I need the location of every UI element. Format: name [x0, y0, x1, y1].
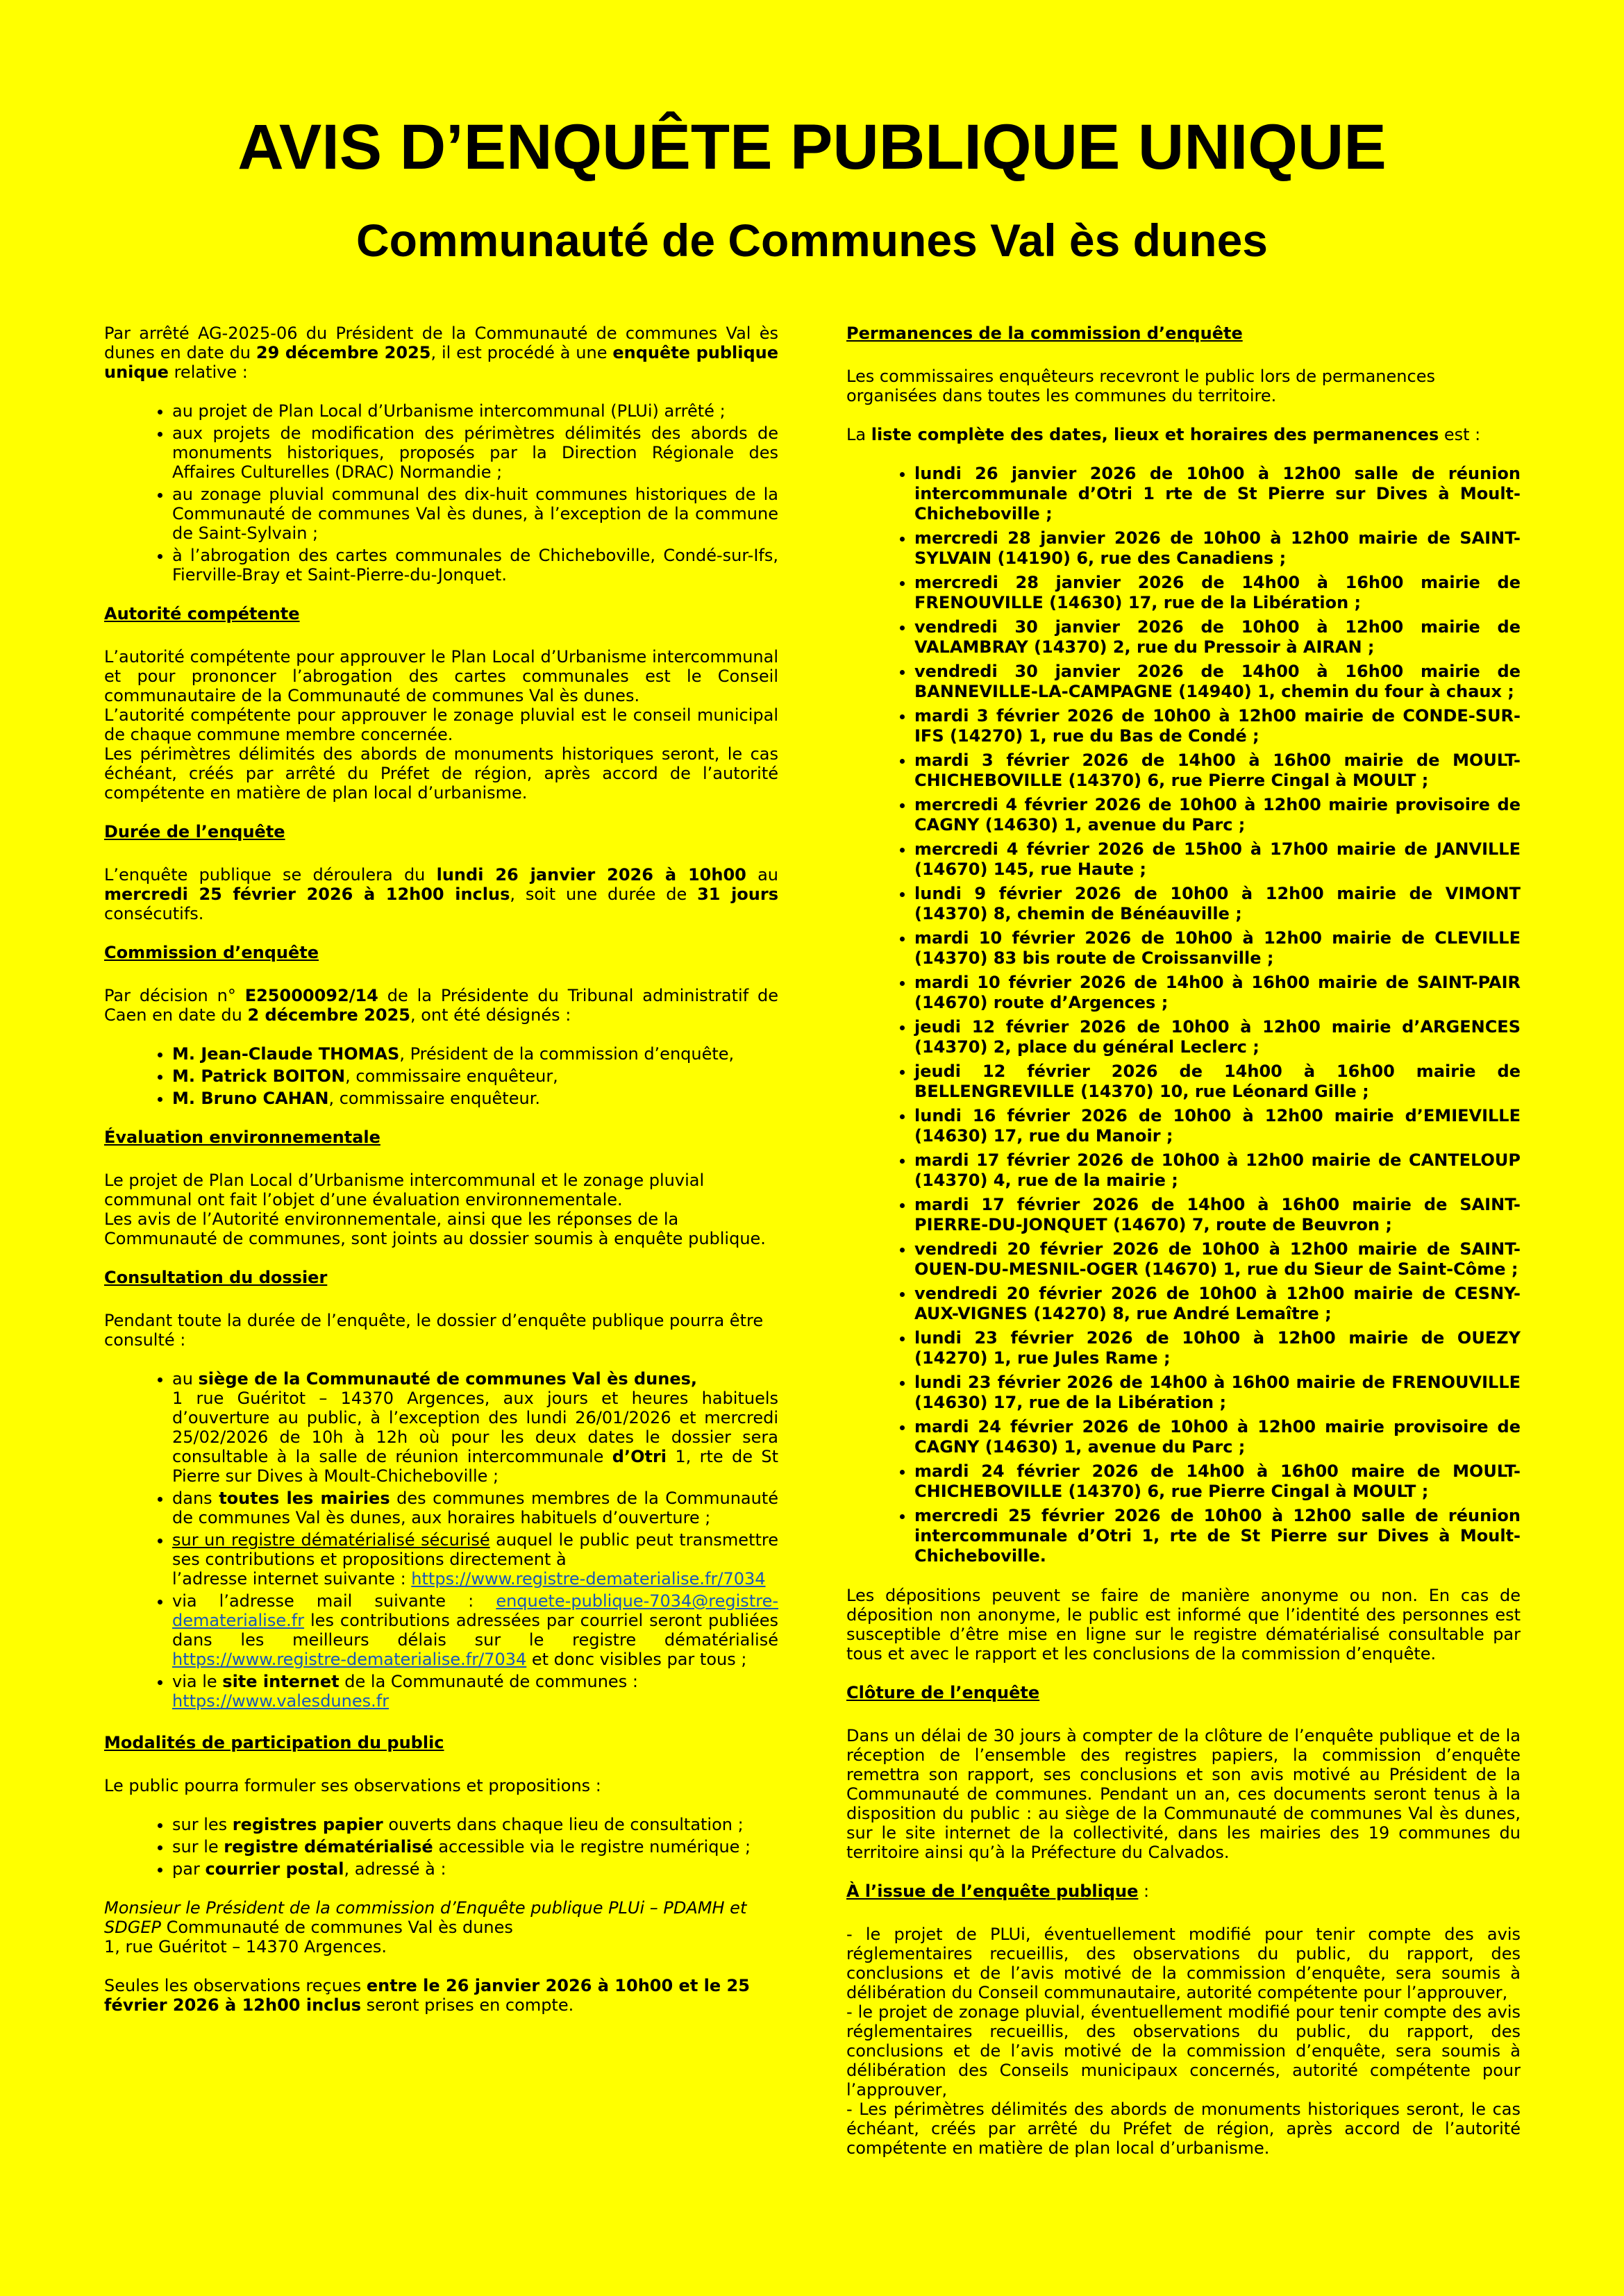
- text-segment: site internet: [222, 1672, 340, 1691]
- left-column: [104, 324, 778, 2034]
- list-item: • vendredi 20 février 2026 de 10h00 à 12h00 mairie de CESNY-AUX-VIGNES (14270) 8, rue André Lemaître ;: [914, 1284, 1521, 1324]
- list-item: [172, 1530, 778, 1589]
- observations-deadline: [104, 1976, 778, 2015]
- text-segment: , adressé à :: [344, 1859, 446, 1879]
- text-segment: , ont été désignés :: [410, 1005, 571, 1025]
- list-item: [172, 1837, 778, 1857]
- text-segment: , soit une durée de: [510, 885, 698, 904]
- autorite-text: L’autorité compétente pour approuver le Plan Local d’Urbanisme intercommunal et pour prononcer l’abrogation des cartes communales est le Conseil communautaire de la Communauté de communes Val ès dunes. L’autorité compétente pour approuver le zonage pluvial est le conseil municipal de chaque commune membre concernée. Les périmètres délimités des abords de monuments historiques seront, le cas échéant, créés par arrêté du Préfet de région, après accord de l’autorité compétente en matière de plan local d’urbanisme.: [104, 647, 778, 803]
- list-item: • mercredi 28 janvier 2026 de 14h00 à 16h00 mairie de FRENOUVILLE (14630) 17, rue de la Libération ;: [914, 573, 1521, 613]
- intro-paragraph: [104, 324, 778, 382]
- cloture-text: Dans un délai de 30 jours à compter de la clôture de l’enquête publique et de la réception de l’ensemble des registres papiers, la commission d’enquête remettra son rapport, ses conclusions et son avis motivé au Président de la Communauté de communes. Pendant un an, ces documents seront tenus à la disposition du public : au siège de la Communauté de communes Val ès dunes, sur le site internet de la collectivité, dans les mairies des 19 communes du territoire ainsi qu’à la Préfecture du Calvados.: [846, 1726, 1521, 1862]
- autorite-heading: Autorité compétente: [104, 604, 300, 623]
- list-item: • lundi 23 février 2026 de 14h00 à 16h00 mairie de FRENOUVILLE (14630) 17, rue de la Libération ;: [914, 1373, 1521, 1413]
- postal-address: [104, 1898, 778, 1956]
- permanences-text: Les commissaires enquêteurs recevront le public lors de permanences organisées dans toutes les communes du territoire.: [846, 367, 1435, 405]
- text-segment: Par arrêté AG-2025-06 du Président de la Communauté de communes Val ès dunes en date du: [104, 324, 778, 362]
- permanences-list: [846, 464, 1521, 1566]
- text-segment: 2 décembre 2025: [247, 1005, 410, 1025]
- duree-heading: Durée de l’enquête: [104, 822, 285, 841]
- list-item: • mercredi 4 février 2026 de 15h00 à 17h00 mairie de JANVILLE (14670) 145, rue Haute ;: [914, 839, 1521, 880]
- list-item: [172, 1369, 778, 1486]
- list-item: • jeudi 12 février 2026 de 14h00 à 16h00 mairie de BELLENGREVILLE (14370) 10, rue Léonard Gille ;: [914, 1062, 1521, 1102]
- intro-list: [104, 401, 778, 585]
- commission-text: [104, 986, 778, 1025]
- text-segment: entre le 26 janvier 2026 à 10h00 et le 25 février 2026 à 12h00 inclus: [104, 1976, 750, 2015]
- list-item: [172, 1489, 778, 1527]
- text-segment: M. Jean-Claude THOMAS: [172, 1044, 400, 1064]
- list-item: [172, 1859, 778, 1879]
- consultation-list: [104, 1369, 778, 1711]
- list-item: • mardi 3 février 2026 de 14h00 à 16h00 mairie de MOULT-CHICHEBOVILLE (14370) 6, rue Pierre Cingal à MOULT ;: [914, 751, 1521, 791]
- text-segment: registre dématérialisé: [224, 1837, 433, 1857]
- list-item: • lundi 23 février 2026 de 10h00 à 12h00 mairie de OUEZY (14270) 1, rue Jules Rame ;: [914, 1328, 1521, 1368]
- evaluation-text: Le projet de Plan Local d’Urbanisme intercommunal et le zonage pluvial communal ont fait l’objet d’une évaluation environnementale. Les avis de l’Autorité environnementale, ainsi que les réponses de la Communauté de communes, sont joints au dossier soumis à enquête publique.: [104, 1171, 766, 1248]
- text-segment: via le: [172, 1672, 223, 1691]
- page-subtitle: Communauté de Communes Val ès dunes: [356, 215, 1268, 266]
- text-segment: M. Patrick BOITON: [172, 1066, 346, 1086]
- duree-text: [104, 865, 778, 923]
- text-segment: 1 rue Guéritot – 14370 Argences, aux jours et heures habituels d’ouverture au public, à l’exception des lundi 26/01/2026 et mercredi 25/02/2026 de 10h à 12h où pour les deux dates le dossier sera consultable à la salle de réunion intercommunale: [172, 1389, 778, 1466]
- commission-heading: Commission d’enquête: [104, 943, 319, 962]
- text-segment: des communes membres de la Communauté de communes Val ès dunes, aux horaires habituels d’ouverture ;: [172, 1489, 779, 1527]
- text-segment: seront prises en compte.: [360, 1995, 574, 2015]
- text-segment: est :: [1439, 425, 1481, 444]
- text-segment: et donc visibles par tous ;: [526, 1650, 747, 1669]
- text-segment: relative :: [168, 362, 248, 382]
- consultation-heading: Consultation du dossier: [104, 1268, 328, 1287]
- text-segment: L’enquête publique se déroulera du: [104, 865, 437, 885]
- list-item: [172, 1672, 778, 1711]
- text-segment: registres papier: [232, 1815, 383, 1834]
- text-segment: , commissaire enquêteur,: [345, 1066, 558, 1086]
- text-segment: de la Présidente du Tribunal administratif de Caen en date du: [104, 986, 778, 1025]
- modalites-list: [104, 1815, 778, 1879]
- list-item: • à l’abrogation des cartes communales de Chicheboville, Condé-sur-Ifs, Fierville-Bray et Saint-Pierre-du-Jonquet.: [172, 546, 778, 585]
- permanences-liste: [846, 425, 1521, 444]
- list-item: [172, 1066, 778, 1086]
- list-item: • mercredi 25 février 2026 de 10h00 à 12h00 salle de réunion intercommunale d’Otri 1, rte de St Pierre sur Dives à Moult-Chicheboville.: [914, 1506, 1521, 1566]
- text-segment: Communauté de communes Val ès dunes 1, rue Guéritot – 14370 Argences.: [104, 1918, 513, 1956]
- list-item: • au zonage pluvial communal des dix-huit communes historiques de la Communauté de communes Val ès dunes, à l’exception de la commune de Saint-Sylvain ;: [172, 485, 778, 543]
- list-item: [172, 1089, 778, 1108]
- text-segment: accessible via le registre numérique ;: [433, 1837, 751, 1857]
- text-segment: via l’adresse mail suivante :: [172, 1591, 496, 1611]
- text-segment: ouverts dans chaque lieu de consultation ;: [383, 1815, 744, 1834]
- issue-heading-suffix: :: [1138, 1882, 1150, 1901]
- text-segment: les contributions adressées par courriel seront publiées dans les meilleurs délais sur le registre dématérialisé: [172, 1611, 778, 1650]
- consultation-text: Pendant toute la durée de l’enquête, le dossier d’enquête publique pourra être consulté :: [104, 1311, 764, 1350]
- text-segment: 1, rte de St Pierre sur Dives à Moult-Chicheboville ;: [172, 1447, 778, 1486]
- modalites-heading: Modalités de participation du public: [104, 1733, 444, 1752]
- text-segment: consécutifs.: [104, 904, 204, 923]
- text-segment: E25000092/14: [244, 986, 378, 1005]
- text-segment: auquel le public peut transmettre ses contributions et propositions directement à l’adresse internet suivante :: [172, 1530, 778, 1589]
- text-segment: Seules les observations reçues: [104, 1976, 367, 1995]
- list-item: • mardi 10 février 2026 de 10h00 à 12h00 mairie de CLEVILLE (14370) 83 bis route de Croissanville ;: [914, 928, 1521, 969]
- text-segment: Par décision n°: [104, 986, 245, 1005]
- text-segment: courrier postal: [205, 1859, 344, 1879]
- link[interactable]: https://www.registre-dematerialise.fr/7034: [172, 1650, 527, 1669]
- depositions-text: Les dépositions peuvent se faire de manière anonyme ou non. En cas de déposition non anonyme, le public est informé que l’identité des personnes est susceptible d’être mise en ligne sur le registre dématérialisé consultable par tous et avec le rapport et les conclusions de la commission d’enquête.: [846, 1586, 1521, 1664]
- text-segment: toutes les mairies: [219, 1489, 390, 1508]
- link[interactable]: https://www.valesdunes.fr: [172, 1691, 390, 1711]
- issue-heading-line: [846, 1882, 1521, 1901]
- list-item: • mardi 24 février 2026 de 14h00 à 16h00 maire de MOULT-CHICHEBOVILLE (14370) 6, rue Pierre Cingal à MOULT ;: [914, 1461, 1521, 1502]
- list-item: • mardi 17 février 2026 de 10h00 à 12h00 mairie de CANTELOUP (14370) 4, rue de la mairie ;: [914, 1150, 1521, 1191]
- text-segment: 29 décembre 2025: [256, 343, 431, 362]
- list-item: [172, 1815, 778, 1834]
- text-segment: enquête publique unique: [104, 343, 779, 382]
- text-segment: sur un registre dématérialisé sécurisé: [172, 1530, 490, 1550]
- text-segment: au: [172, 1369, 199, 1389]
- text-segment: de la Communauté de communes :: [344, 1672, 638, 1691]
- list-item: • mercredi 28 janvier 2026 de 10h00 à 12h00 mairie de SAINT-SYLVAIN (14190) 6, rue des Canadiens ;: [914, 528, 1521, 569]
- text-segment: liste complète des dates, lieux et horaires des permanences: [871, 425, 1439, 444]
- page-title: AVIS D’ENQUÊTE PUBLIQUE UNIQUE: [237, 112, 1387, 183]
- evaluation-heading: Évaluation environnementale: [104, 1128, 380, 1147]
- text-segment: dans: [172, 1489, 219, 1508]
- list-item: • mardi 24 février 2026 de 10h00 à 12h00 mairie provisoire de CAGNY (14630) 1, avenue du Parc ;: [914, 1417, 1521, 1457]
- list-item: • jeudi 12 février 2026 de 10h00 à 12h00 mairie d’ARGENCES (14370) 2, place du général Leclerc ;: [914, 1017, 1521, 1057]
- list-item: • mardi 17 février 2026 de 14h00 à 16h00 mairie de SAINT-PIERRE-DU-JONQUET (14670) 7, route de Beuvron ;: [914, 1195, 1521, 1235]
- text-segment: , Président de la commission d’enquête,: [399, 1044, 735, 1064]
- list-item: • vendredi 30 janvier 2026 de 10h00 à 12h00 mairie de VALAMBRAY (14370) 2, rue du Pressoir à AIRAN ;: [914, 617, 1521, 657]
- text-segment: , il est procédé à une: [430, 343, 613, 362]
- text-segment: 31 jours: [697, 885, 778, 904]
- list-item: • lundi 16 février 2026 de 10h00 à 12h00 mairie d’EMIEVILLE (14630) 17, rue du Manoir ;: [914, 1106, 1521, 1146]
- list-item: [172, 1591, 778, 1669]
- list-item: • vendredi 20 février 2026 de 10h00 à 12h00 mairie de SAINT-OUEN-DU-MESNIL-OGER (14670) 1, rue du Sieur de Saint-Côme ;: [914, 1239, 1521, 1280]
- list-item: • aux projets de modification des périmètres délimités des abords de monuments historiques, proposés par la Direction Régionale des Affaires Culturelles (DRAC) Normandie ;: [172, 424, 778, 482]
- text-segment: d’Otri: [612, 1447, 667, 1466]
- commission-members-list: [104, 1044, 778, 1108]
- text-segment: mercredi 25 février 2026 à 12h00 inclus: [104, 885, 510, 904]
- text-segment: Monsieur le Président de la commission d’Enquête publique PLUi – PDAMH et SDGEP: [104, 1898, 747, 1937]
- cloture-heading: Clôture de l’enquête: [846, 1683, 1040, 1702]
- text-segment: M. Bruno CAHAN: [172, 1089, 329, 1108]
- text-segment: au: [746, 865, 779, 885]
- permanences-heading: Permanences de la commission d’enquête: [846, 324, 1243, 343]
- link[interactable]: enquete-publique-7034@registre-dematerialise.fr: [172, 1591, 778, 1630]
- link[interactable]: https://www.registre-dematerialise.fr/7034: [411, 1569, 766, 1589]
- list-item: • lundi 26 janvier 2026 de 10h00 à 12h00 salle de réunion intercommunale d’Otri 1 rte de St Pierre sur Dives à Moult-Chicheboville ;: [914, 464, 1521, 524]
- text-segment: sur les: [172, 1815, 233, 1834]
- list-item: • lundi 9 février 2026 de 10h00 à 12h00 mairie de VIMONT (14370) 8, chemin de Bénéauville ;: [914, 884, 1521, 924]
- right-column: [846, 324, 1521, 2177]
- list-item: • mardi 10 février 2026 de 14h00 à 16h00 mairie de SAINT-PAIR (14670) route d’Argences ;: [914, 973, 1521, 1013]
- text-segment: sur le: [172, 1837, 224, 1857]
- text-segment: siège de la Communauté de communes Val ès dunes,: [198, 1369, 698, 1389]
- modalites-text: Le public pourra formuler ses observations et propositions :: [104, 1776, 601, 1795]
- text-segment: , commissaire enquêteur.: [328, 1089, 540, 1108]
- issue-text: - le projet de PLUi, éventuellement modifié pour tenir compte des avis réglementaires recueillis, des observations du public, du rapport, des conclusions et de l’avis motivé de la commission d’enquête, sera soumis à délibération du Conseil communautaire, autorité compétente pour l’approuver, - le projet de zonage pluvial, éventuellement modifié pour tenir compte des avis réglementaires recueillis, des observations du public, du rapport, des conclusions et de l’avis motivé de la commission d’enquête, sera soumis à délibération des Conseils municipaux concernés, autorité compétente pour l’approuver, - Les périmètres délimités des abords de monuments historiques seront, le cas échéant, créés par arrêté du Préfet de région, après accord de l’autorité compétente en matière de plan local d’urbanisme.: [846, 1925, 1521, 2158]
- list-item: • vendredi 30 janvier 2026 de 14h00 à 16h00 mairie de BANNEVILLE-LA-CAMPAGNE (14940) 1, chemin du four à chaux ;: [914, 662, 1521, 702]
- text-segment: La: [846, 425, 871, 444]
- list-item: • mercredi 4 février 2026 de 10h00 à 12h00 mairie provisoire de CAGNY (14630) 1, avenue du Parc ;: [914, 795, 1521, 835]
- issue-heading: À l’issue de l’enquête publique: [846, 1882, 1139, 1901]
- list-item: [172, 1044, 778, 1064]
- text-segment: par: [172, 1859, 206, 1879]
- text-segment: lundi 26 janvier 2026 à 10h00: [436, 865, 746, 885]
- list-item: • mardi 3 février 2026 de 10h00 à 12h00 mairie de CONDE-SUR-IFS (14270) 1, rue du Bas de Condé ;: [914, 706, 1521, 746]
- list-item: • au projet de Plan Local d’Urbanisme intercommunal (PLUi) arrêté ;: [172, 401, 778, 421]
